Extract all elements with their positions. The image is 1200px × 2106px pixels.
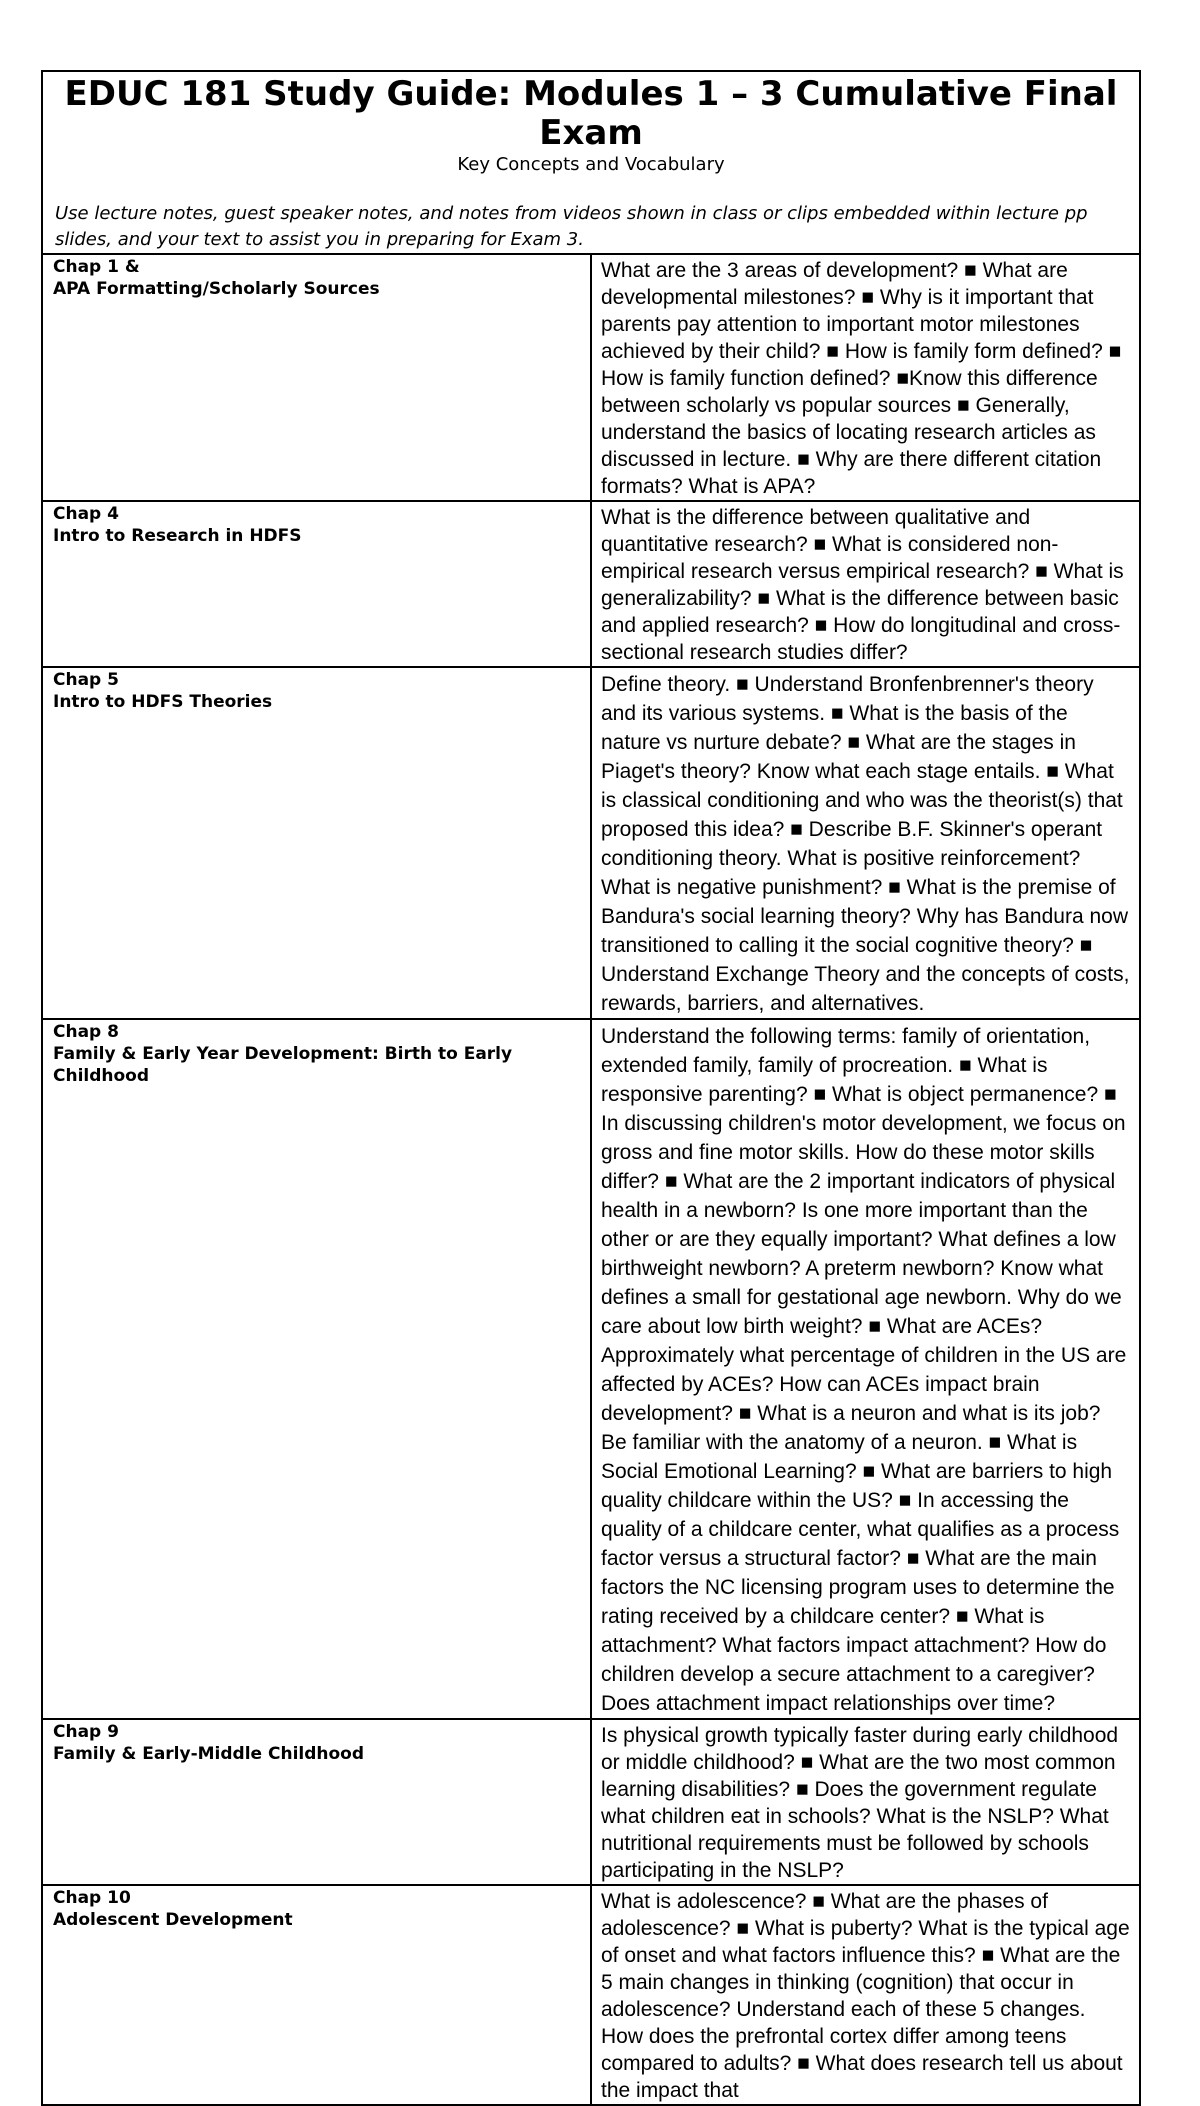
chapter-row [42,501,1140,667]
chapter-number: Chap 10 [53,1888,131,1908]
chapter-label-cell [42,667,591,1019]
chapter-title: Family & Early Year Development: Birth to Early Childhood [53,1044,513,1086]
chapter-title: APA Formatting/Scholarly Sources [53,279,380,299]
chapter-questions: Understand the following terms: family of orientation, extended family, family of procreation. ■ What is responsive parenting? ■ What is object permanence? ■ In discussing children's motor development, we focus on gross and fine motor skills. How do these motor skills differ? ■ What are the 2 important indicators of physical health in a newborn? Is one more important than the other or are they equally important? What defines a low birthweight newborn? A preterm newborn? Know what defines a small for gestational age newborn. Why do we care about low birth weight? ■ What are ACEs? Approximately what percentage of children in the US are affected by ACEs? How can ACEs impact brain development? ■ What is a neuron and what is its job? Be familiar with the anatomy of a neuron. ■ What is Social Emotional Learning? ■ What are barriers to high quality childcare within the US? ■ In accessing the quality of a childcare center, what qualifies as a process factor versus a structural factor? ■ What are the main factors the NC licensing program uses to determine the rating received by a childcare center? ■ What is attachment? What factors impact attachment? How do children develop a secure attachment to a caregiver? Does attachment impact relationships over time? [591,1019,1140,1719]
chapter-label-cell [42,1019,591,1719]
header-cell [42,71,1140,254]
chapter-label-cell [42,501,591,667]
chapter-title: Family & Early-Middle Childhood [53,1744,365,1764]
header-row [42,71,1140,254]
chapter-number: Chap 1 & [53,257,140,277]
chapter-number: Chap 8 [53,1022,119,1042]
chapter-questions: What is the difference between qualitative and quantitative research? ■ What is considered non-empirical research versus empirical research? ■ What is generalizability? ■ What is the difference between basic and applied research? ■ How do longitudinal and cross-sectional research studies differ? [591,501,1140,667]
chapter-number: Chap 9 [53,1722,119,1742]
chapter-row [42,254,1140,501]
chapter-label-cell [42,254,591,501]
chapter-label-cell [42,1885,591,2105]
chapter-row [42,1019,1140,1719]
chapter-questions: Define theory. ■ Understand Bronfenbrenner's theory and its various systems. ■ What is the basis of the nature vs nurture debate? ■ What are the stages in Piaget's theory? Know what each stage entails. ■ What is classical conditioning and who was the theorist(s) that proposed this idea? ■ Describe B.F. Skinner's operant conditioning theory. What is positive reinforcement? What is negative punishment? ■ What is the premise of Bandura's social learning theory? Why has Bandura now transitioned to calling it the social cognitive theory? ■ Understand Exchange Theory and the concepts of costs, rewards, barriers, and alternatives. [591,667,1140,1019]
chapter-title: Intro to HDFS Theories [53,692,273,712]
chapter-row [42,667,1140,1019]
chapter-row [42,1719,1140,1885]
study-guide-table [41,70,1141,2106]
chapter-title: Intro to Research in HDFS [53,526,302,546]
chapter-number: Chap 4 [53,504,119,524]
chapter-label-cell [42,1719,591,1885]
chapter-row [42,1885,1140,2105]
chapter-questions: Is physical growth typically faster during early childhood or middle childhood? ■ What are the two most common learning disabilities? ■ Does the government regulate what children eat in schools? What is the NSLP? What nutritional requirements must be followed by schools participating in the NSLP? [591,1719,1140,1885]
page-subtitle: Key Concepts and Vocabulary [457,154,725,175]
instructions-text: Use lecture notes, guest speaker notes, and notes from videos shown in class or clips embedded within lecture pp slides, and your text to assist you in preparing for Exam 3. [55,203,1088,250]
chapter-title: Adolescent Development [53,1910,293,1930]
chapter-questions: What is adolescence? ■ What are the phases of adolescence? ■ What is puberty? What is the typical age of onset and what factors influence this? ■ What are the 5 main changes in thinking (cognition) that occur in adolescence? Understand each of these 5 changes. How does the prefrontal cortex differ among teens compared to adults? ■ What does research tell us about the impact that [591,1885,1140,2105]
page-title: EDUC 181 Study Guide: Modules 1 – 3 Cumulative Final Exam [64,74,1118,153]
chapter-questions: What are the 3 areas of development? ■ What are developmental milestones? ■ Why is it important that parents pay attention to important motor milestones achieved by their child? ■ How is family form defined? ■ How is family function defined? ■Know this difference between scholarly vs popular sources ■ Generally, understand the basics of locating research articles as discussed in lecture. ■ Why are there different citation formats? What is APA? [591,254,1140,501]
chapter-number: Chap 5 [53,670,119,690]
